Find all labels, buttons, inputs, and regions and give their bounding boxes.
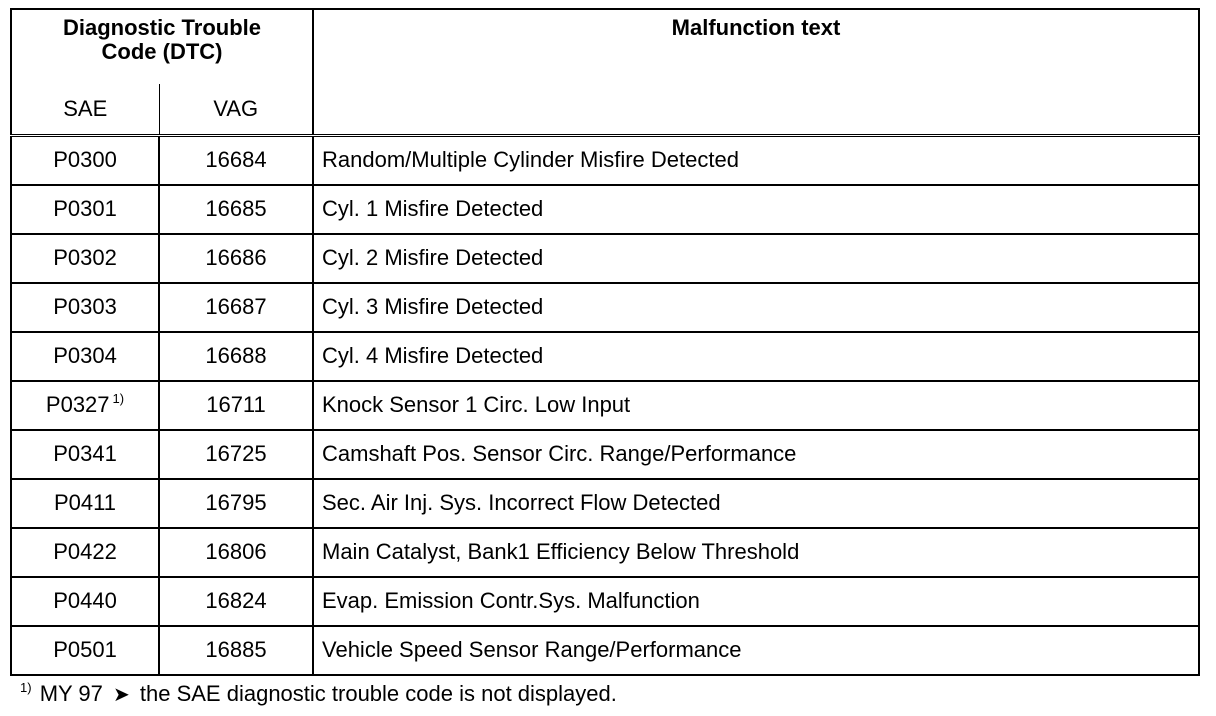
table-row [11,626,1199,675]
footnote-prefix: MY 97 [39,681,103,706]
malfunction-text-cell: Cyl. 1 Misfire Detected [313,185,1199,234]
header-row-group [11,9,1199,84]
table-row [11,430,1199,479]
sae-code: P0302 [53,244,117,270]
table-row [11,577,1199,626]
dtc-group-header-line1: Diagnostic Trouble [62,15,262,40]
sae-code: P0304 [53,342,117,368]
vag-code-cell: 16806 [159,528,313,577]
sae-code: P0411 [54,489,116,515]
vag-code-cell: 16885 [159,626,313,675]
sae-code-cell [11,626,159,675]
table-row [11,283,1199,332]
table-row [11,332,1199,381]
footnote-text: the SAE diagnostic trouble code is not displayed. [139,681,617,706]
sae-code-cell [11,283,159,332]
sae-code: P0327 [45,391,110,417]
table-header [11,9,1199,136]
malfunction-text-cell: Vehicle Speed Sensor Range/Performance [313,626,1199,675]
footnote-reference: 1) [112,390,125,406]
sae-code: P0341 [53,440,117,466]
arrowhead-right-icon: ➤ [113,684,130,706]
sae-code-cell [11,136,159,185]
dtc-group-header [11,9,313,84]
malfunction-text-cell: Knock Sensor 1 Circ. Low Input [313,381,1199,430]
vag-code-cell: 16824 [159,577,313,626]
sae-code-cell [11,479,159,528]
malfunction-text-cell: Camshaft Pos. Sensor Circ. Range/Performance [313,430,1199,479]
sae-code-cell [11,430,159,479]
sae-code-cell [11,185,159,234]
vag-code-cell: 16687 [159,283,313,332]
sae-code: P0501 [53,636,117,662]
table-row [11,185,1199,234]
vag-column-header: VAG [159,84,313,136]
malfunction-text-cell: Sec. Air Inj. Sys. Incorrect Flow Detected [313,479,1199,528]
table-row [11,381,1199,430]
malfunction-text-cell: Cyl. 4 Misfire Detected [313,332,1199,381]
malfunction-text-header: Malfunction text [313,9,1199,136]
vag-code-cell: 16685 [159,185,313,234]
sae-code-cell [11,381,159,430]
malfunction-text-cell: Evap. Emission Contr.Sys. Malfunction [313,577,1199,626]
vag-code-cell: 16795 [159,479,313,528]
vag-code-cell: 16711 [159,381,313,430]
dtc-group-header-line2: Code (DTC) [101,39,223,65]
sae-column-header: SAE [11,84,159,136]
dtc-table [10,8,1200,676]
sae-code-cell [11,332,159,381]
table-row [11,479,1199,528]
table-row [11,234,1199,283]
table-row [11,136,1199,185]
malfunction-text-cell: Main Catalyst, Bank1 Efficiency Below Threshold [313,528,1199,577]
sae-code: P0300 [53,147,117,173]
vag-code-cell: 16686 [159,234,313,283]
malfunction-text-cell: Cyl. 2 Misfire Detected [313,234,1199,283]
footnote-marker: 1) [20,680,32,695]
table-row [11,528,1199,577]
sae-code: P0440 [53,587,117,613]
vag-code-cell: 16688 [159,332,313,381]
sae-code: P0301 [53,195,117,221]
footnote [20,681,617,707]
vag-code-cell: 16684 [159,136,313,185]
malfunction-text-cell: Random/Multiple Cylinder Misfire Detected [322,147,739,173]
table-body [11,136,1199,675]
malfunction-text-cell: Cyl. 3 Misfire Detected [313,283,1199,332]
sae-code: P0303 [53,293,117,319]
sae-code: P0422 [53,538,117,564]
sae-code-cell [11,528,159,577]
vag-code-cell: 16725 [159,430,313,479]
sae-code-cell [11,577,159,626]
sae-code-cell [11,234,159,283]
